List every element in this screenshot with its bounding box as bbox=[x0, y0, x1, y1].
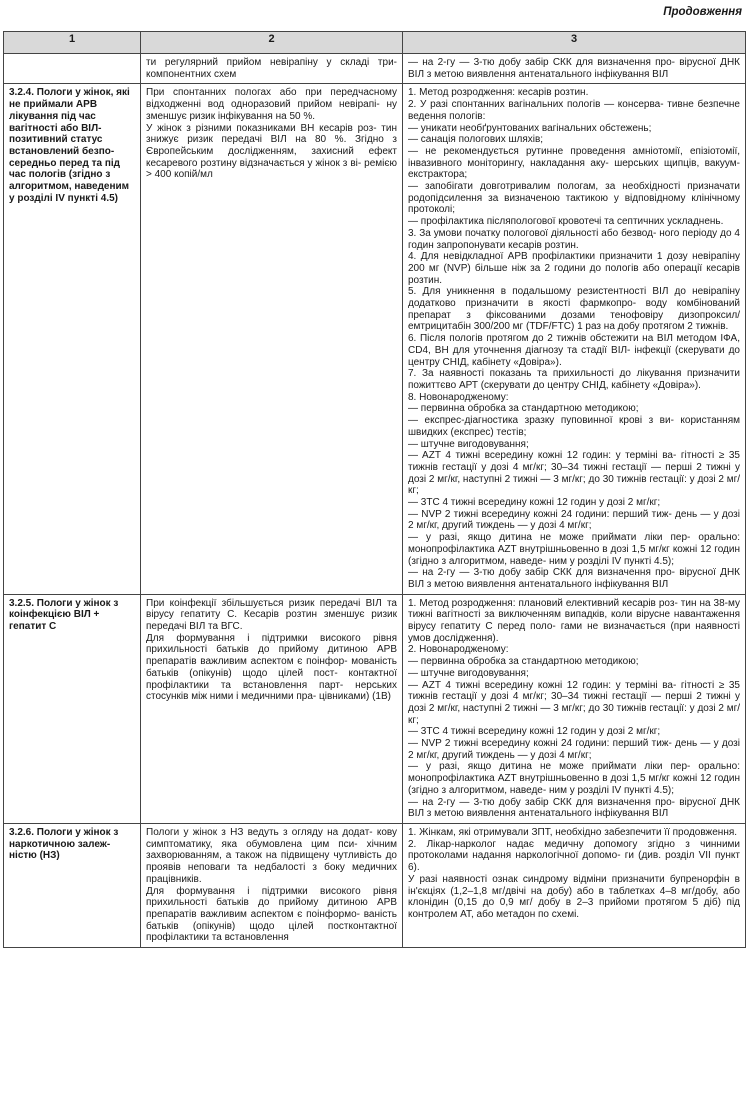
paragraph: 2. Новонародженому: bbox=[408, 644, 509, 656]
actions-cell bbox=[403, 54, 746, 84]
paragraph: — на 2-гу — 3-тю добу забір СКК для визначення про- вірусної ДНК ВІЛ з метою виявлення антенатального інфікування ВІЛ bbox=[408, 567, 740, 590]
section-title: 3.2.4. Пологи у жінок, які не приймали АРВ лікування під час вагітності або ВІЛ- позитивний статус встановлений безпо- середньо перед та під час пологів (згідно з алгоритмом, наведеним у розділі IV пункті 4.5) bbox=[4, 84, 141, 594]
actions-cell bbox=[403, 84, 746, 594]
paragraph: 2. У разі спонтанних вагінальних пологів — консерва- тивне безпечне ведення пологів: bbox=[408, 99, 740, 122]
paragraph: Для формування і підтримки високого рівня прихильності батьків до прийому дитиною АРВ препаратів важливим аспектом є поінфор- мованість батьків (опікунів) щодо цілей пост- контактної профілактики та встановлення парт- нерських стосунків між ними і медичними пра- цівниками) (1В) bbox=[146, 632, 397, 703]
paragraph: — не рекомендується рутинне проведення амніотомії, епізіотомії, інвазивного моніторингу, накладання аку- шерських щипців, вакуум-екстрактора; bbox=[408, 145, 740, 181]
paragraph: При коінфекції збільшується ризик передачі ВІЛ та вірусу гепатиту С. Кесарів розтин зменшує ризик передачі ВІЛ та ВГС. bbox=[146, 597, 397, 633]
paragraph: — штучне вигодовування; bbox=[408, 438, 529, 450]
paragraph: — у разі, якщо дитина не може приймати ліки пер- орально: монопрофілактика AZT внутрішньовенно в дозі 1,5 мг/кг кожні 12 годин (згідно з алгоритмом, наведе- ним у розділі IV пункті 4.5); bbox=[408, 761, 740, 796]
protocol-table bbox=[3, 31, 746, 948]
paragraph: 8. Новонародженому: bbox=[408, 391, 509, 403]
paragraph: — санація пологових шляхів; bbox=[408, 134, 544, 146]
paragraph: — первинна обробка за стандартною методикою; bbox=[408, 403, 639, 415]
actions-cell bbox=[403, 594, 746, 823]
paragraph: — на 2-гу — 3-тю добу забір СКК для визначення про- вірусної ДНК ВІЛ з метою виявлення антенатального інфікування ВІЛ bbox=[408, 57, 740, 80]
paragraph: 3. За умови початку пологової діяльності або безвод- ного періоду до 4 годин запропонувати кесарів розтин. bbox=[408, 227, 740, 251]
column-header-1: 1 bbox=[4, 32, 141, 54]
paragraph: 7. За наявності показань та прихильності до лікування призначити пожиттєво АРТ (скерувати до центру СНІД, кабінету «Довіра»). bbox=[408, 368, 740, 391]
column-header-3: 3 bbox=[403, 32, 746, 54]
paragraph: У жінок з різними показниками ВН кесарів роз- тин знижує ризик передачі ВІЛ на 80 %. Згідно з Європейським дослідженням, захисний ефект кесаревого розтину відзначається у жінок з ві- ремією > 400 копій/мл bbox=[146, 122, 397, 181]
paragraph: — NVP 2 тижні всередину кожні 24 години: перший тиж- день — у дозі 2 мг/кг, другий тиждень — у дозі 4 мг/кг; bbox=[408, 508, 740, 532]
section-title: 3.2.5. Пологи у жінок з коінфекцією ВІЛ + гепатит С bbox=[4, 594, 141, 823]
table-row bbox=[4, 824, 746, 948]
paragraph: — 3TC 4 тижні всередину кожні 12 годин у дозі 2 мг/кг; bbox=[408, 726, 661, 738]
section-title bbox=[4, 54, 141, 84]
paragraph: 5. Для уникнення в подальшому резистентності ВІЛ до невірапіну додатково призначити в якості фармкопро- воду комбінований препарат з фіксованими дозами тенофовіру дизопроксил/емтрицитабін 300/200 мг (TDF/FTC) 1 раз на добу протягом 2 тижнів. bbox=[408, 286, 740, 333]
paragraph: — профілактика післяпологової кровотечі та септичних ускладнень. bbox=[408, 216, 724, 228]
paragraph: — запобігати довготривалим пологам, за необхідності призначати родопідсилення за визначеною тактикою у відповідному клінічному протоколі; bbox=[408, 181, 740, 216]
paragraph: У разі наявності ознак синдрому відміни призначити бупренорфін в ін'єкціях (1,2–1,8 мг/двічі на добу) або в таблетках 4–8 мг/добу, або клонідин (0,15 до 0,9 мг/ добу в 2–3 прийоми протягом 5 діб) під контролем АТ, або метадон по схемі. bbox=[408, 873, 740, 920]
table-row bbox=[4, 84, 746, 594]
paragraph: При спонтанних пологах або при передчасному відходженні вод одноразовий прийом невірапі- ну зменшує ризик інфікування на 50 %. bbox=[146, 87, 397, 122]
paragraph: — NVP 2 тижні всередину кожні 24 години: перший тиж- день — у дозі 2 мг/кг, другий тиждень — у дозі 4 мг/кг; bbox=[408, 738, 740, 761]
actions-cell bbox=[403, 824, 746, 948]
continuation-label: Продовження bbox=[663, 6, 742, 18]
paragraph: 1. Метод розродження: кесарів розтин. bbox=[408, 87, 589, 99]
paragraph: Для формування і підтримки високого рівня прихильності батьків до прийому дитиною АРВ препаратів важливим аспектом є поінформо- ваність батьків (опікунів) щодо цілей постконтактної профілактики та встановлення bbox=[146, 885, 397, 944]
table-row bbox=[4, 54, 746, 84]
table-row bbox=[4, 594, 746, 823]
column-header-2: 2 bbox=[141, 32, 403, 54]
paragraph: 4. Для невідкладної АРВ профілактики призначити 1 дозу невірапіну 200 мг (NVP) більше ніж за 2 години до пологів або операції кесарів розтин. bbox=[408, 251, 740, 286]
paragraph: — експрес-діагностика зразку пуповинної крові з ви- користанням швидких (експрес) тестів; bbox=[408, 415, 740, 438]
paragraph: 1. Метод розродження: плановий елективний кесарів роз- тин на 38-му тижні вагітності за виключенням випадків, коли вірусне навантаження вірусу гепатиту С перед поло- гами не визначається (при наявності умов дослідження). bbox=[408, 597, 740, 644]
paragraph: — на 2-гу — 3-тю добу забір СКК для визначення про- вірусної ДНК ВІЛ з метою виявлення антенатального інфікування ВІЛ bbox=[408, 796, 740, 820]
section-title: 3.2.6. Пологи у жінок з наркотичною залеж- ністю (НЗ) bbox=[4, 824, 141, 948]
paragraph: — AZT 4 тижні всередину кожні 12 годин: у терміні ва- гітності ≥ 35 тижнів гестації у дозі 4 мг/кг; 30–34 тижні гестації — перші 2 тижні у дозі 2 мг/кг, наступні 2 тижні — 3 мг/кг; до 30 тижнів гестації: у дозі 2 мг/кг; bbox=[408, 450, 740, 497]
paragraph: Пологи у жінок з НЗ ведуть з огляду на додат- кову симптоматику, яка обумовлена цим пси- хічним захворюванням, а також на підвищену чутливість до проявів неповаги та недбалості з боку медичних працівників. bbox=[146, 827, 397, 885]
paragraph: — AZT 4 тижні всередину кожні 12 годин: у терміні ва- гітності ≥ 35 тижнів гестації у дозі 4 мг/кг; 30–34 тижні гестації — перші 2 тижні у дозі 2 мг/кг, наступні 2 тижні — 3 мг/кг; до 30 тижнів гестації: у дозі 2 мг/кг; bbox=[408, 679, 740, 726]
rationale-cell bbox=[141, 594, 403, 823]
paragraph: ти регулярний прийом невірапіну у складі три- компонентних схем bbox=[146, 57, 397, 80]
paragraph: — 3TC 4 тижні всередину кожні 12 годин у дозі 2 мг/кг; bbox=[408, 497, 661, 509]
rationale-cell bbox=[141, 824, 403, 948]
header-row bbox=[4, 32, 746, 54]
paragraph: 6. Після пологів протягом до 2 тижнів обстежити на ВІЛ методом ІФА, CD4, ВН для уточнення діагнозу та стадії ВІЛ- інфекції (скерувати до центру СНІД, кабінету «Довіра»). bbox=[408, 333, 740, 368]
paragraph: — уникати необґрунтованих вагінальних обстежень; bbox=[408, 122, 652, 134]
paragraph: — первинна обробка за стандартною методикою; bbox=[408, 656, 639, 668]
paragraph: — штучне вигодовування; bbox=[408, 667, 529, 679]
paragraph: 2. Лікар-нарколог надає медичну допомогу згідно з чинними протоколами надання наркологічної допомо- ги (див. розділ VII пункт 6). bbox=[408, 838, 740, 874]
paragraph: — у разі, якщо дитина не може приймати ліки пер- орально: монопрофілактика AZT внутрішньовенно в дозі 1,5 мг/кг кожні 12 годин (згідно з алгоритмом, наведе- ним у розділі IV пункті 4.5); bbox=[408, 532, 740, 567]
rationale-cell bbox=[141, 84, 403, 594]
rationale-cell bbox=[141, 54, 403, 84]
paragraph: 1. Жінкам, які отримували ЗПТ, необхідно забезпечити її продовження. bbox=[408, 827, 738, 838]
